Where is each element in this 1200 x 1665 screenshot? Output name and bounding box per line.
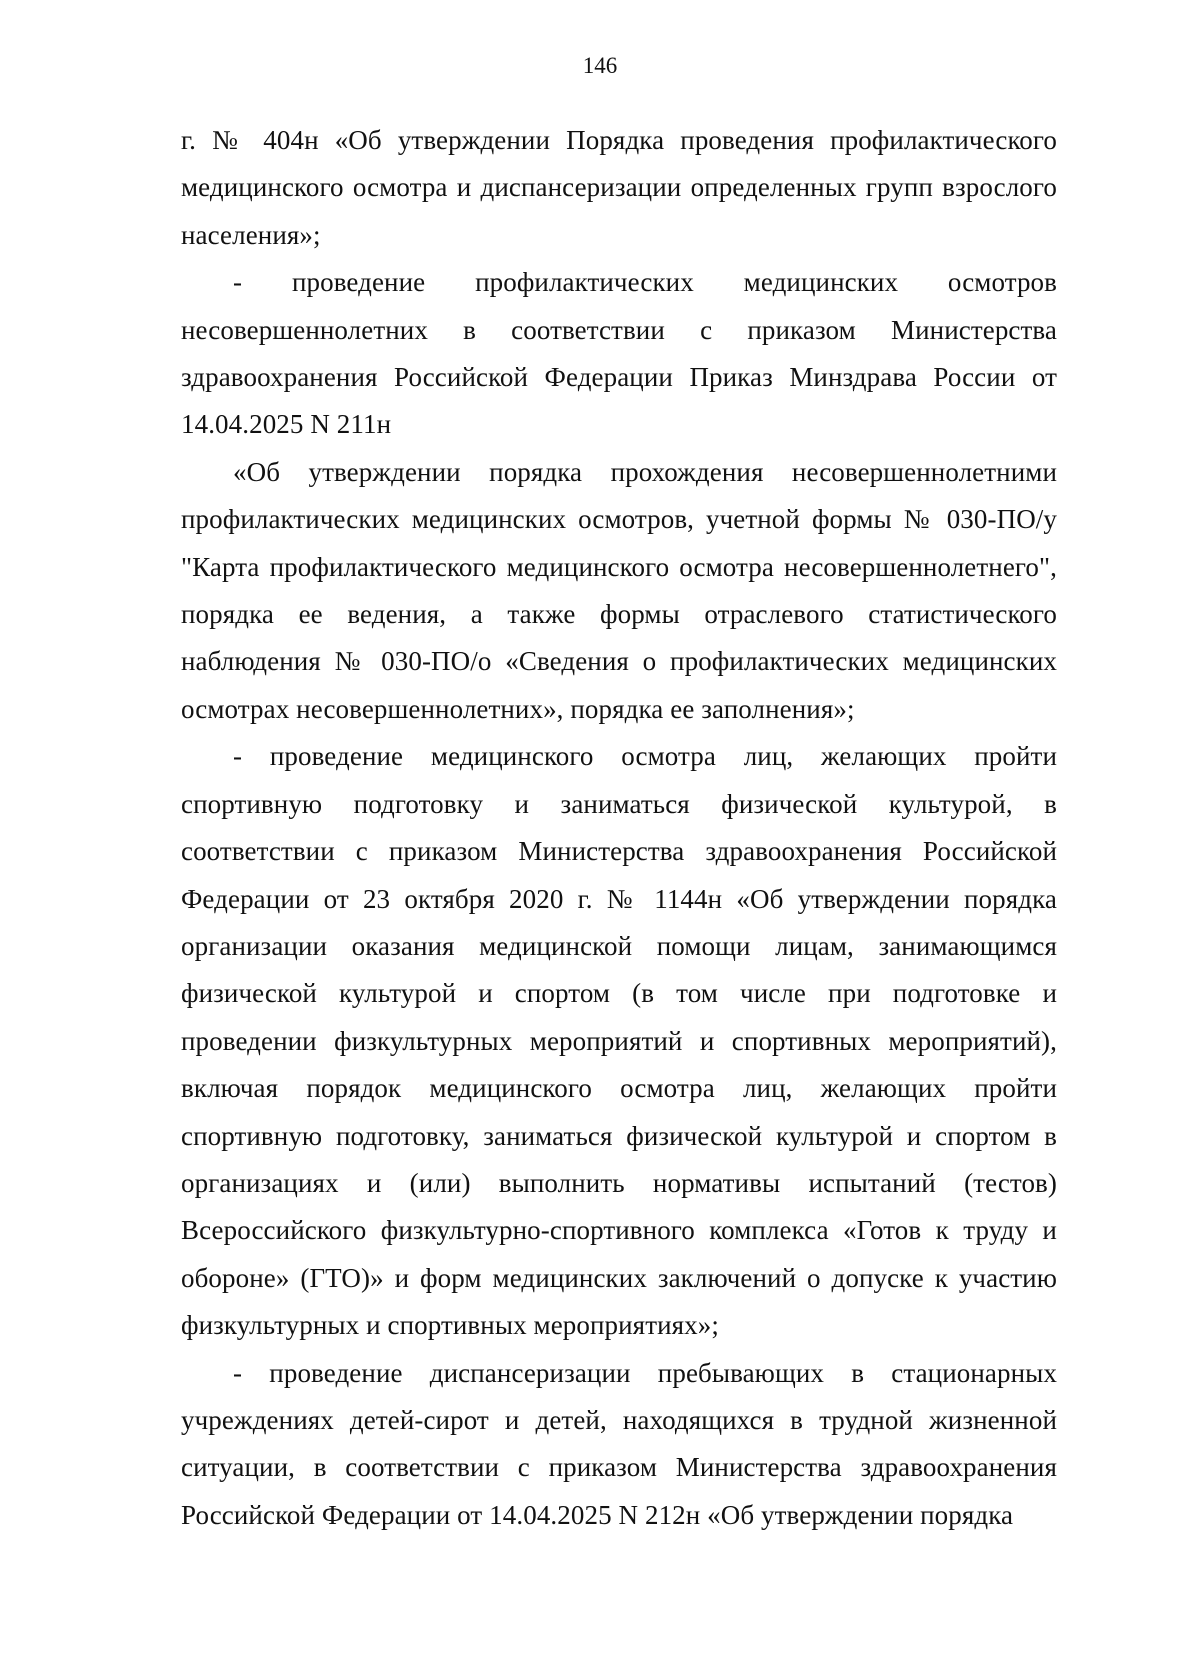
page-number: 146 — [582, 53, 618, 78]
paragraph-continuation: г. № 404н «Об утверждении Порядка проведения профилактического медицинского осмотра и диспансеризации определенных групп взрослого населения»; — [181, 125, 1057, 250]
paragraph-minors-exams: - проведение профилактических медицинских осмотров несовершеннолетних в соответствии с приказом Министерства здравоохранения Российской Федерации Приказ Минздрава России от 14.04.2025 N 211н — [181, 267, 1057, 440]
paragraph-sports-exam: - проведение медицинского осмотра лиц, желающих пройти спортивную подготовку и заниматься физической культурой, в соответствии с приказом Министерства здравоохранения Российской Федерации от 23 октября 2020 г. № 1144н «Об утверждении порядка организации оказания медицинской помощи лицам, занимающимся физической культурой и спортом (в том числе при подготовке и проведении физкультурных мероприятий и спортивных мероприятий), включая порядок медицинского осмотра лиц, желающих пройти спортивную подготовку, заниматься физической культурой и спортом в организациях и (или) выполнить нормативы испытаний (тестов) Всероссийского физкультурно-спортивного комплекса «Готов к труду и обороне» (ГТО)» и форм медицинских заключений о допуске к участию физкультурных и спортивных мероприятиях»; — [181, 741, 1057, 1341]
paragraph-order-title: «Об утверждении порядка прохождения несовершеннолетними профилактических медицинских осмотров, учетной формы № 030-ПО/у "Карта профилактического медицинского осмотра несовершеннолетнего", порядка ее ведения, а также формы отраслевого статистического наблюдения № 030-ПО/о «Сведения о профилактических медицинских осмотрах несовершеннолетних», порядка ее заполнения»; — [181, 456, 1057, 724]
paragraph-orphans-dispensary: - проведение диспансеризации пребывающих в стационарных учреждениях детей-сирот и детей, находящихся в трудной жизненной ситуации, в соответствии с приказом Министерства здравоохранения Российской Федерации от 14.04.2025 N 212н «Об утверждении порядка — [181, 1357, 1057, 1530]
document-body — [181, 117, 1057, 1539]
